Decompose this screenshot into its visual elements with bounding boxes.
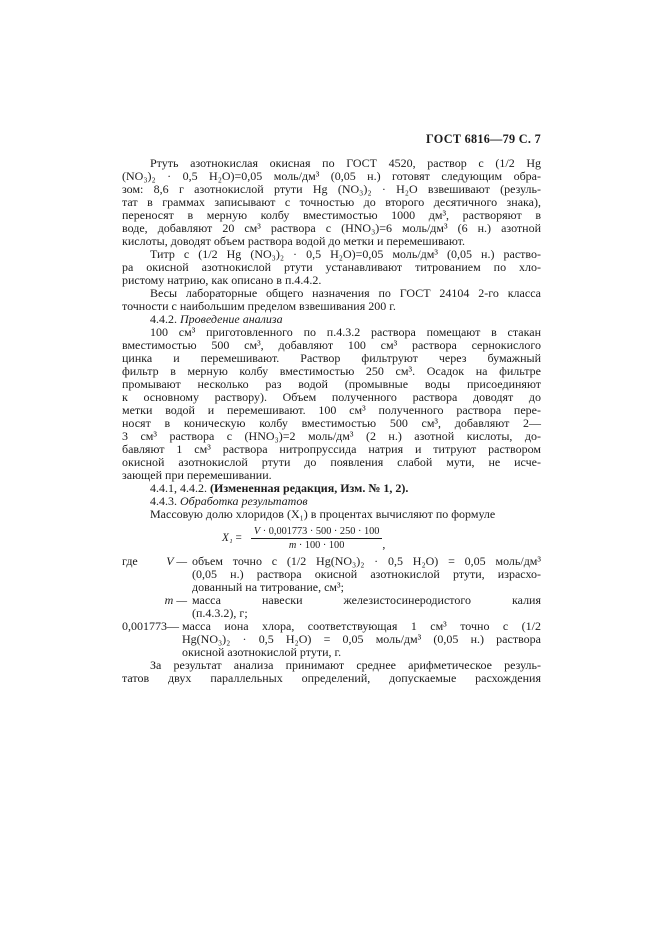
text-line: Ртуть азотнокислая окисная по ГОСТ 4520, раствор c (1/2 Hg <box>150 156 541 170</box>
text-line: зом: 8,6 г азотнокислой ртути Hg (NO₃)₂ · H₂O взвешивают (резуль- <box>122 182 541 196</box>
definition-body <box>182 620 541 659</box>
text-block <box>122 133 541 685</box>
equals-sign: = <box>235 532 242 544</box>
definition-row-coefficient <box>122 620 541 659</box>
text-line: воде, добавляют 20 см³ раствора c (HNO₃)=6 моль/дм³ (6 н.) азотной <box>122 221 541 235</box>
text-line: объем точно c (1/2 Hg(NO₃)₂ · 0,5 H₂O) = 0,05 моль/дм³ <box>192 554 541 568</box>
text-line: окисной азотнокислой ртути, г. <box>182 645 342 659</box>
definition-row-v <box>122 555 541 594</box>
text-line: масса иона хлора, соответствующая 1 см³ точно c (1/2 <box>182 619 541 633</box>
term-v: V — <box>166 554 187 568</box>
text-line: точности с наибольшим пределом взвешивания 200 г. <box>122 299 396 313</box>
paragraph-titre <box>122 248 541 287</box>
section-number: 4.4.3. <box>150 494 177 508</box>
formula-trailing-comma: , <box>382 537 386 551</box>
formula-lhs <box>222 532 242 545</box>
text-line: дованный на титрование, см³; <box>192 580 344 594</box>
paragraph-mass-fraction-intro: Массовую долю хлоридов (X₁) в процентах вычисляют по формуле <box>150 507 496 521</box>
text-line: Hg(NO₃)₂ · 0,5 H₂O) = 0,05 моль/дм³ (0,05 н.) раствора <box>182 632 541 646</box>
section-title: Проведение анализа <box>180 312 283 326</box>
where-label: где <box>122 554 138 568</box>
paragraph-result <box>122 659 541 685</box>
text-line: Весы лабораторные общего назначения по ГОСТ 24104 2-го класса <box>150 286 541 300</box>
text-line: метки водой и перемешивают. 100 см³ полученного раствора пере- <box>122 403 541 417</box>
text-line: 3 см³ раствора c (HNO₃)=2 моль/дм³ (2 н.) азотной кислоты, до- <box>122 429 541 443</box>
term-coefficient: 0,001773— <box>122 619 179 633</box>
numerator-constants: · 0,001773 · 500 · 250 · 100 <box>260 526 380 537</box>
text-line: носят в коническую колбу вместимостью 500 см³, добавляют 2— <box>122 416 541 430</box>
text-line: ристому натрию, как описано в п.4.4.2. <box>122 273 322 287</box>
term-m: m — <box>164 593 187 607</box>
formula-variable: V <box>253 526 261 537</box>
text-line: Титр c (1/2 Hg (NO₃)₂ · 0,5 H₂O)=0,05 моль/дм³ (0,05 н.) раство- <box>150 247 541 261</box>
text-line: (NO₃)₂ · 0,5 H₂O)=0,05 моль/дм³ (0,05 н.) готовят следующим обра- <box>122 169 541 183</box>
text-line: 100 см³ приготовленного по п.4.3.2 раствора помещают в стакан <box>150 325 541 339</box>
formula-variable: m <box>288 540 297 551</box>
definition-body <box>192 594 541 620</box>
text-line: татов двух параллельных определений, допускаемые расхождения <box>122 671 541 685</box>
text-line: За результат анализа принимают среднее арифметическое резуль- <box>150 658 541 672</box>
text-line: цинка и перемешивают. Раствор фильтруют через бумажный <box>122 351 541 365</box>
text-line: переносят в мерную колбу вместимостью 1000 дм³, растворяют в <box>122 208 541 222</box>
text-line: фильтр в мерную колбу вместимостью 250 см³. Осадок на фильтре <box>122 364 541 378</box>
text-line: окисной азотнокислой ртути до появления слабой мути, не исче- <box>122 455 541 469</box>
text-line: зающей при перемешивании. <box>122 468 272 482</box>
amendment-sections: 4.4.1, 4.4.2. <box>150 481 207 495</box>
text-line: промывают несколько раз водой (промывные воды присоединяют <box>122 377 541 391</box>
definitions-list <box>122 555 541 659</box>
definition-body <box>192 555 541 594</box>
amendment-note: (Измененная редакция, Изм. № 1, 2). <box>210 481 409 495</box>
text-line: бавляют 1 см³ раствора нитропруссида натрия и титруют раствором <box>122 442 541 456</box>
section-number: 4.4.2. <box>150 312 177 326</box>
formula-fraction <box>251 526 386 551</box>
section-title: Обработка результатов <box>180 494 308 508</box>
text-line: к основному раствору). Объем полученного раствора доводят до <box>122 390 541 404</box>
fraction-numerator <box>251 526 383 539</box>
formula-variable: X₁ <box>222 532 233 544</box>
definition-term <box>122 555 192 594</box>
text-line: вместимостью 500 см³, добавляют 100 см³ раствора сернокислого <box>122 338 541 352</box>
denominator-constants: · 100 · 100 <box>296 540 345 551</box>
paragraph-analysis-procedure <box>122 326 541 482</box>
text-line: кислоты, доводят объем раствора водой до метки и перемешивают. <box>122 234 466 248</box>
fraction-denominator <box>251 537 386 551</box>
text-line: (п.4.3.2), г; <box>192 606 248 620</box>
paragraph-scales <box>122 287 541 313</box>
formula-x1 <box>122 526 541 551</box>
paragraph-mercury-nitrate <box>122 157 541 248</box>
definition-row-m <box>122 594 541 620</box>
text-line: (0,05 н.) раствора окисной азотнокислой ртути, израсхо- <box>192 567 541 581</box>
text-line: ра окисной азотнокислой ртути устанавливают титрованием по хло- <box>122 260 541 274</box>
text-line: тат в граммах записывают с точностью до второго десятичного знака), <box>122 195 541 209</box>
page-header: ГОСТ 6816—79 С. 7 <box>426 132 541 146</box>
text-line: масса навески железистосинеродистого калия <box>192 593 541 607</box>
